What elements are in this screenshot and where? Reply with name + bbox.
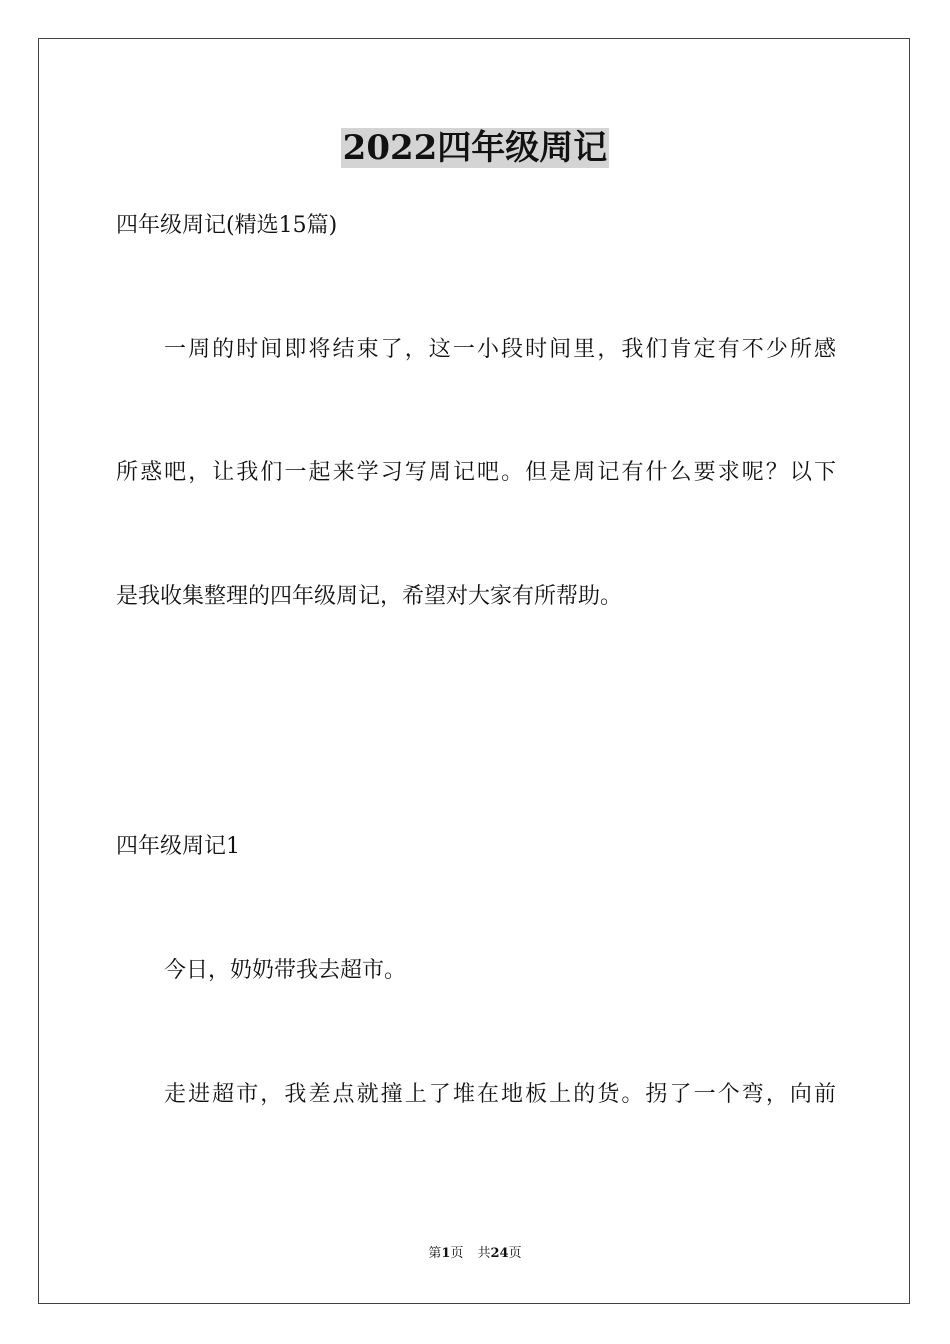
page-footer xyxy=(0,1245,950,1263)
footer-page-suffix: 页 xyxy=(450,1246,464,1261)
intro-line-3: 是我收集整理的四年级周记，希望对大家有所帮助。 xyxy=(116,584,623,609)
footer-total-prefix: 共 xyxy=(477,1246,491,1261)
footer-page-prefix: 第 xyxy=(428,1246,442,1261)
document-title xyxy=(0,126,950,170)
footer-total-suffix: 页 xyxy=(508,1246,522,1261)
footer-total-pages: 24 xyxy=(490,1246,509,1261)
intro-line-1: 一周的时间即将结束了，这一小段时间里，我们肯定有不少所感 xyxy=(164,337,836,362)
body-line-2: 走进超市，我差点就撞上了堆在地板上的货。拐了一个弯，向前 xyxy=(164,1082,836,1107)
section-heading: 四年级周记1 xyxy=(116,834,240,859)
document-title-text: 2022四年级周记 xyxy=(342,128,608,168)
document-subtitle: 四年级周记(精选15篇) xyxy=(116,213,338,238)
intro-line-2: 所惑吧，让我们一起来学习写周记吧。但是周记有什么要求呢？以下 xyxy=(116,460,836,485)
footer-page-number: 1 xyxy=(441,1246,451,1261)
body-line-1: 今日，奶奶带我去超市。 xyxy=(164,958,407,983)
